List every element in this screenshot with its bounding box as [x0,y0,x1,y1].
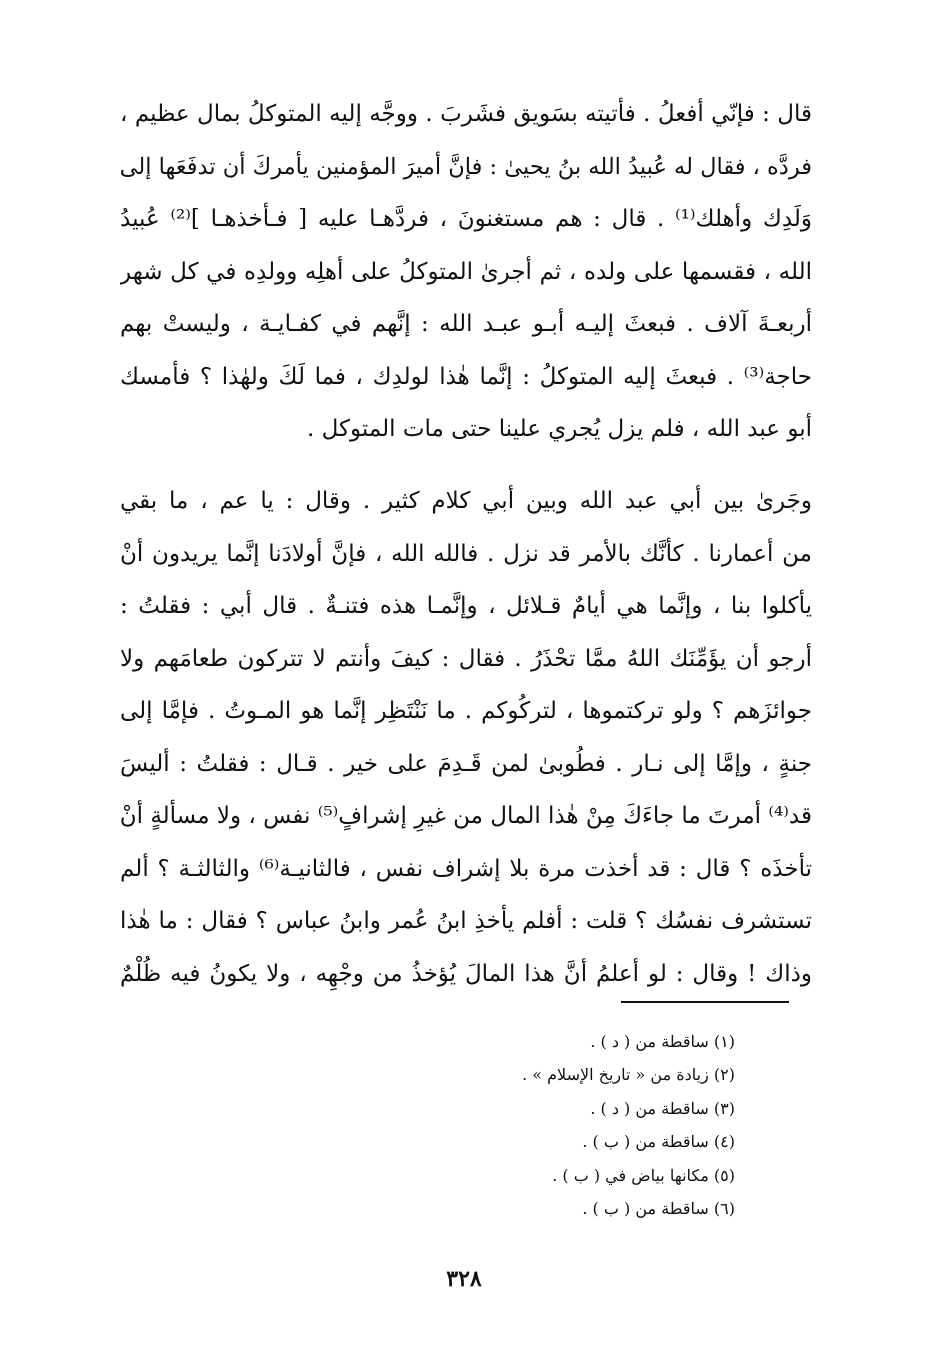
text-line: تأخذَه ؟ قال : قد أخذت مرة بلا إشراف نفس ، فالثانيـة⁽⁶⁾ والثالثـة ؟ ألم [120,855,812,882]
footnote-item: (٢) زيادة من « تاريخ الإسلام » . [522,1065,735,1085]
footnote-item: (٣) ساقطة من ( د ) . [590,1098,735,1118]
text-line: أبو عبد الله ، فلم يزل يُجري علينا حتى مات المتوكل . [307,416,812,442]
footnote-item: (٦) ساقطة من ( ب ) . [582,1198,735,1218]
text-line: قد⁽⁴⁾ أمرتَ ما جاءَكَ مِنْ هٰذا المال من غيرِ إشرافٍ⁽⁵⁾ نفس ، ولا مسألةٍ أنْ [120,803,812,829]
footnote-item: (١) ساقطة من ( د ) . [590,1032,735,1051]
text-line: أرجو أن يؤَمِّنَك اللهُ ممَّا تحْذَرُ . فقال : كيفَ وأنتم لا تتركون طعامَهم ولا [120,645,812,672]
paragraph-2 [120,475,812,1000]
footnote-item: (٤) ساقطة من ( ب ) . [582,1132,735,1152]
page-number: ٣٢٨ [446,1266,482,1292]
text-line: أربعـةَ آلاف . فبعثَ إليـه أبـو عبـد الله : إنَّهم في كفـايـة ، وليستْ بهم [120,311,812,337]
text-line: وجَرىٰ بين أبي عبد الله وبين أبي كلام كثير . وقال : يا عم ، ما بقي [120,488,812,514]
text-line: يأكلوا بنا ، وإنَّما هي أيامٌ قـلائل ، وإنَّمـا هذه فتنـةٌ . قال أبي : فقلتُ : [120,593,812,619]
text-line: قال : فإنّي أفعلُ . فأتيته بسَويق فشَربَ . ووجَّه إليه المتوكلُ بمال عظيم ، [120,101,812,127]
text-line: جوائزَهم ؟ ولو تركتموها ، لتركُوكم . ما نَنْتَظِر إنَّما هو المـوتُ . فإمَّا إلى [120,698,812,724]
text-line: حاجة⁽³⁾ . فبعثَ إليه المتوكلُ : إنَّما هٰذا لولدِك ، فما لَكَ ولهٰذا ؟ فأمسك [120,363,812,390]
text-line: وَلَدِك وأهلك⁽¹⁾ . قال : هم مستغنونَ ، فردَّهـا عليه [ فـأخذهـا ]⁽²⁾ عُبيدُ [120,206,812,232]
footnote-separator [621,1001,789,1003]
text-line: وذاك ! وقال : لو أعلمُ أنَّ هذا المالَ يُؤخذُ من وجْهِه ، ولا يكونُ فيه ظُلْمٌ [120,960,812,987]
text-line: من أعمارنا . كأنَّك بالأمر قد نزل . فالله الله ، فإنَّ أولادَنا إنَّما يريدون أنْ [120,540,812,567]
text-line: تستشرف نفسُك ؟ قلت : أفلم يأخذِ ابنُ عُمر وابنُ عباس ؟ فقال : ما هٰذا [120,908,812,934]
paragraph-1 [120,88,812,456]
text-line: الله ، فقسمها على ولده ، ثم أجرىٰ المتوكلُ على أهلِه وولدِه في كل شهر [120,258,812,285]
text-line: جنةٍ ، وإمَّا إلى نـار . فطُوبىٰ لمن قَـدِمَ على خير . قـال : فقلتُ : أليسَ [120,750,812,777]
text-line: فردَّه ، فقال له عُبيدُ الله بنُ يحيىٰ : فإنَّ أميرَ المؤمنين يأمركَ أن تدفَعَها إلى [120,153,812,180]
footnote-item: (٥) مكانها بياض في ( ب ) . [552,1165,735,1185]
footnotes [400,1025,735,1225]
